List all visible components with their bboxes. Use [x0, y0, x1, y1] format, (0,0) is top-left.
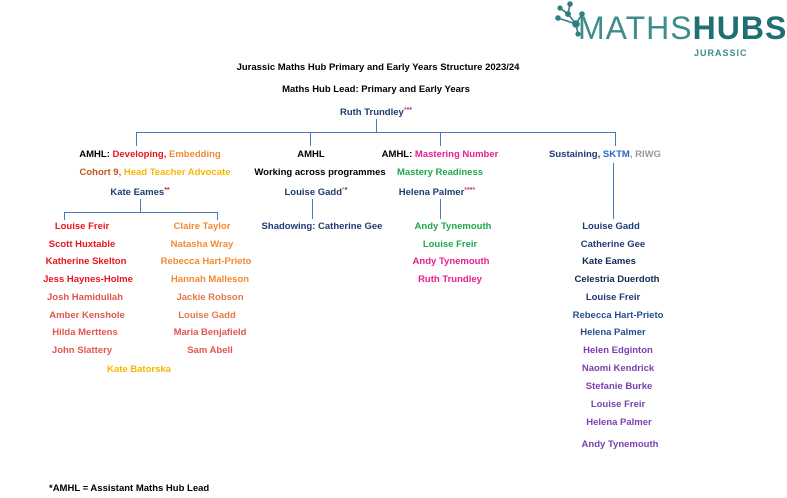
col1-heading: AMHL: Developing, Embedding: [79, 149, 221, 160]
connector-col1: [136, 132, 137, 146]
list-item: Natasha Wray: [170, 239, 234, 250]
list-item: Kate Eames: [582, 256, 636, 267]
list-item: Louise Gadd: [582, 221, 640, 232]
logo-wordmark: MATHSHUBS: [578, 10, 787, 46]
connector-lead-down: [376, 119, 377, 133]
connector-col3: [440, 132, 441, 146]
list-item: Ruth Trundley: [418, 274, 482, 285]
col2-lead: Louise Gadd**: [284, 187, 348, 198]
list-item: Stefanie Burke: [585, 381, 653, 392]
col3-heading: AMHL: Mastering Number: [381, 149, 499, 160]
connector-col2: [310, 132, 311, 146]
lead-name-block: [340, 105, 412, 119]
connector-col1-left: [64, 212, 65, 220]
list-item: Claire Taylor: [173, 221, 231, 232]
connector-col1-right: [217, 212, 218, 220]
list-item: John Slattery: [51, 345, 113, 356]
list-item: Hannah Malleson: [170, 274, 250, 285]
footnote: *AMHL = Assistant Maths Hub Lead: [49, 483, 210, 494]
list-item: Louise Freir: [585, 292, 641, 303]
list-item: Louise Freir: [590, 399, 646, 410]
list-item: Catherine Gee: [580, 239, 646, 250]
list-item: Helen Edginton: [583, 345, 653, 356]
list-item: Maria Benjafield: [173, 327, 247, 338]
list-item: Rebecca Hart-Prieto: [160, 256, 252, 267]
list-item: Helena Palmer: [580, 327, 646, 338]
list-item: Celestria Duerdoth: [574, 274, 660, 285]
connector-col4: [615, 132, 616, 146]
col2-subheading: Working across programmes: [254, 167, 386, 178]
list-item: Andy Tynemouth: [414, 221, 492, 232]
lead-star-2: *: [406, 107, 410, 114]
list-item: Louise Freir: [54, 221, 110, 232]
col1-subheading: Cohort 9, Head Teacher Advocate: [79, 167, 231, 178]
col4-heading: Sustaining, SKTM, RIWG: [549, 149, 661, 160]
connector-col1-split: [64, 212, 218, 213]
list-item: Scott Huxtable: [48, 239, 116, 250]
connector-col4-down: [613, 163, 614, 219]
list-item: Louise Gadd: [178, 310, 236, 321]
connector-col2-down: [312, 199, 313, 219]
list-item: Sam Abell: [187, 345, 233, 356]
col1-lead: Kate Eames**: [110, 187, 170, 198]
list-item: Helena Palmer: [586, 417, 652, 428]
chart-title: Jurassic Maths Hub Primary and Early Years Structure 2023/24: [236, 62, 520, 73]
list-item: Rebecca Hart-Prieto: [572, 310, 664, 321]
connector-col3-down: [440, 199, 441, 219]
list-item: Amber Kenshole: [49, 310, 125, 321]
list-item: Jess Haynes-Holme: [43, 274, 133, 285]
list-item: Andy Tynemouth: [412, 256, 490, 267]
list-item: Katherine Skelton: [45, 256, 127, 267]
lead-title: Maths Hub Lead: Primary and Early Years: [282, 84, 470, 95]
list-item: Louise Freir: [422, 239, 478, 250]
lead-name: Ruth Trundley: [339, 107, 404, 118]
list-item: Josh Hamidullah: [46, 292, 124, 303]
col1-extra: Kate Batorska: [107, 364, 171, 375]
list-item: Naomi Kendrick: [581, 363, 655, 374]
connector-col1-down: [140, 199, 141, 213]
connector-horizontal-top: [136, 132, 616, 133]
list-item: Jackie Robson: [176, 292, 244, 303]
col3-lead: Helena Palmer****: [398, 187, 476, 198]
list-item: Hilda Merttens: [52, 327, 118, 338]
list-item: Andy Tynemouth: [581, 439, 659, 450]
col3-subheading: Mastery Readiness: [396, 167, 484, 178]
logo-subtitle: JURASSIC: [694, 48, 748, 58]
lead-star-1: *: [403, 107, 407, 114]
col2-heading: AMHL: [297, 149, 325, 160]
col2-shadowing: Shadowing: Catherine Gee: [261, 221, 383, 232]
lead-star-3: *: [409, 107, 413, 114]
